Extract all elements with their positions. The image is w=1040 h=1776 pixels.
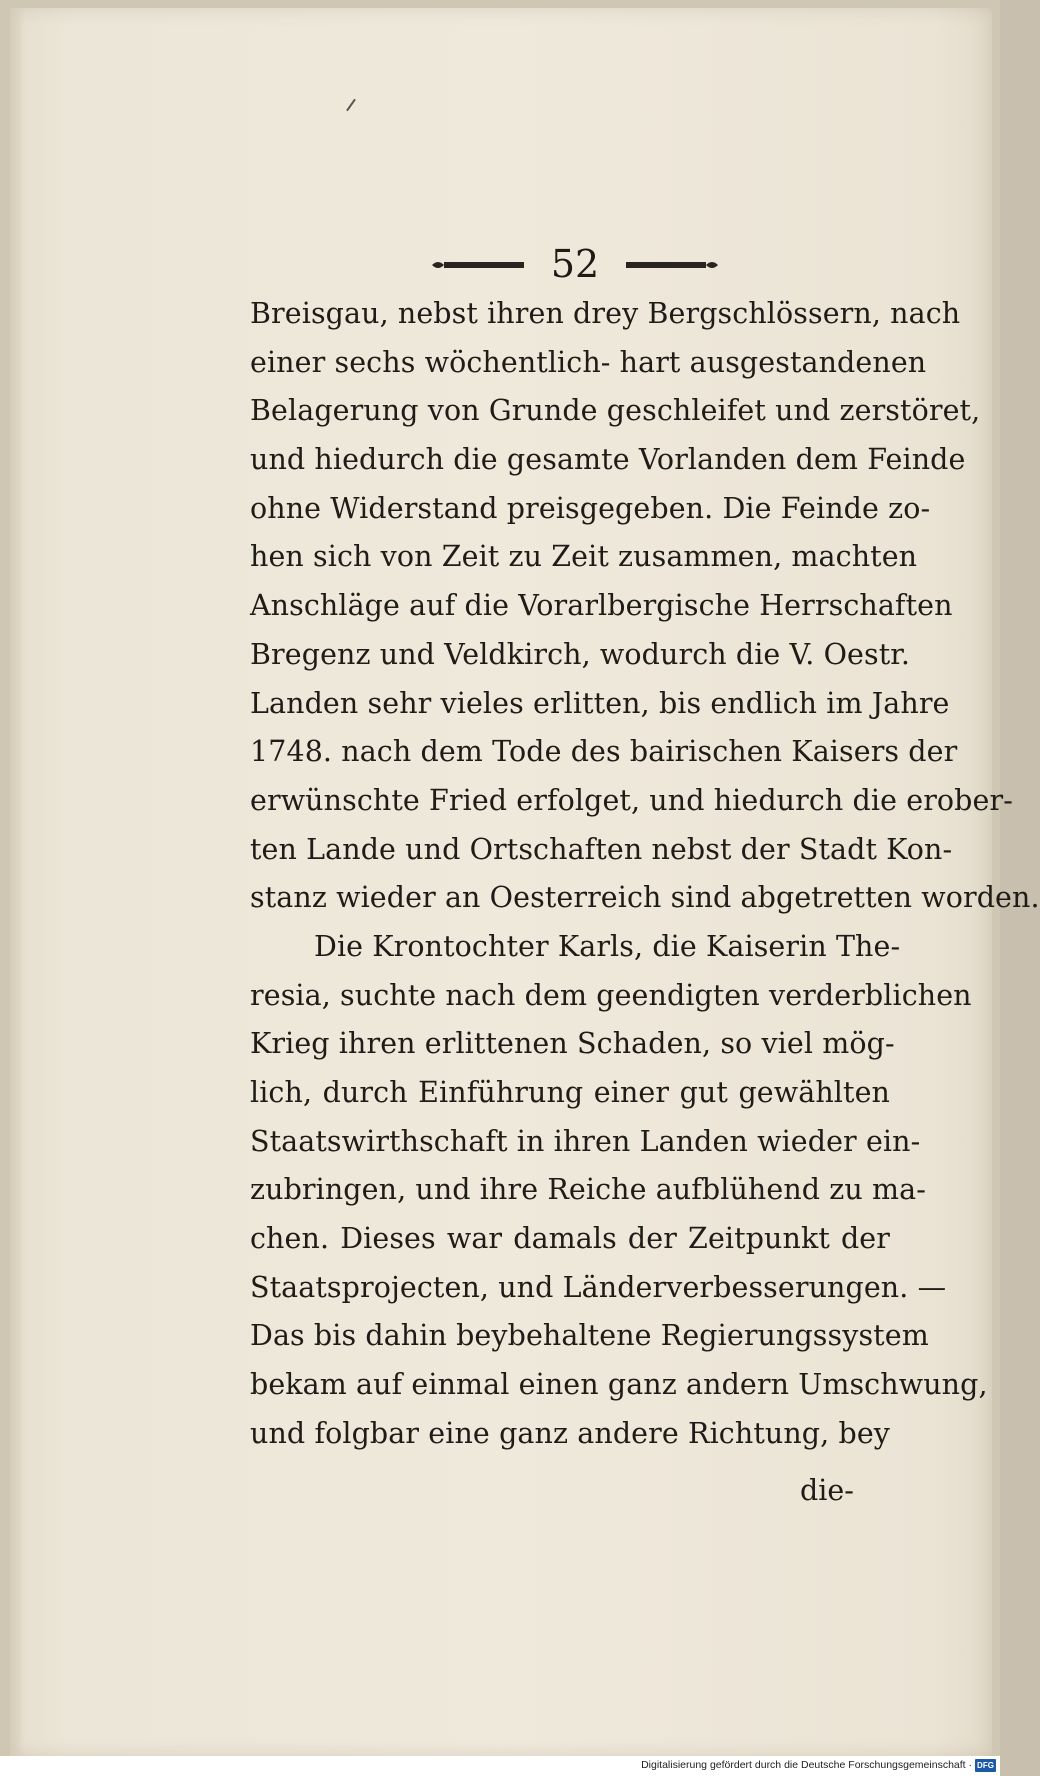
text-line: Breisgau, nebst ihren drey Bergschlössern, nach: [250, 297, 961, 330]
text-line: ohne Widerstand preisgegeben. Die Feinde zo-: [250, 491, 931, 525]
left-ornament-icon: [430, 258, 525, 272]
page-header: [430, 242, 720, 286]
text-line: zubringen, und ihre Reiche aufblühend zu ma-: [250, 1173, 926, 1207]
text-line: bekam auf einmal einen ganz andern Umschwung,: [250, 1368, 988, 1402]
catchword: die-: [800, 1474, 854, 1507]
funding-credit: Digitalisierung gefördert durch die Deutsche Forschungsgemeinschaft ·: [641, 1759, 972, 1771]
text-line: Landen sehr vieles erlitten, bis endlich im Jahre: [250, 686, 950, 720]
book-page: [10, 8, 1040, 1756]
page-edge-shadow: [10, 8, 24, 1756]
text-line: und folgbar eine ganz andere Richtung, bey: [250, 1416, 890, 1450]
text-line: ten Lande und Ortschaften nebst der Stadt Kon-: [250, 832, 953, 866]
text-line: und hiedurch die gesamte Vorlanden dem Feinde: [250, 443, 966, 477]
digitization-footer: [0, 1756, 1000, 1776]
text-line: Bregenz und Veldkirch, wodurch die V. Oestr.: [250, 637, 911, 671]
text-line: Das bis dahin beybehaltene Regierungssystem: [250, 1319, 929, 1353]
text-line: resia, suchte nach dem geendigten verderblichen: [250, 978, 972, 1012]
body-text: [250, 290, 1040, 1459]
paper-speck: [346, 99, 356, 112]
text-line: 1748. nach dem Tode des bairischen Kaisers der: [250, 735, 958, 769]
text-line: stanz wieder an Oesterreich sind abgetretten worden.: [250, 881, 1040, 915]
page-number: 52: [550, 242, 600, 286]
text-line: hen sich von Zeit zu Zeit zusammen, machten: [250, 540, 918, 574]
text-line: Staatswirthschaft in ihren Landen wieder ein-: [250, 1124, 921, 1158]
text-line: Belagerung von Grunde geschleifet und zerstöret,: [250, 394, 981, 428]
text-line: einer sechs wöchentlich- hart ausgestandenen: [250, 345, 927, 379]
text-line: lich, durch Einführung einer gut gewählten: [250, 1076, 890, 1109]
text-line: erwünschte Fried erfolget, und hiedurch die erober-: [250, 783, 1013, 817]
text-line: Staatsprojecten, und Länderverbesserungen. —: [250, 1270, 947, 1304]
text-line: Die Krontochter Karls, die Kaiserin The-: [314, 929, 901, 963]
text-line: Krieg ihren erlittenen Schaden, so viel mög-: [250, 1027, 895, 1061]
dfg-logo: DFG: [975, 1759, 996, 1772]
text-line: Anschläge auf die Vorarlbergische Herrschaften: [250, 589, 953, 623]
text-line: chen. Dieses war damals der Zeitpunkt der: [250, 1222, 890, 1256]
right-ornament-icon: [625, 258, 720, 272]
